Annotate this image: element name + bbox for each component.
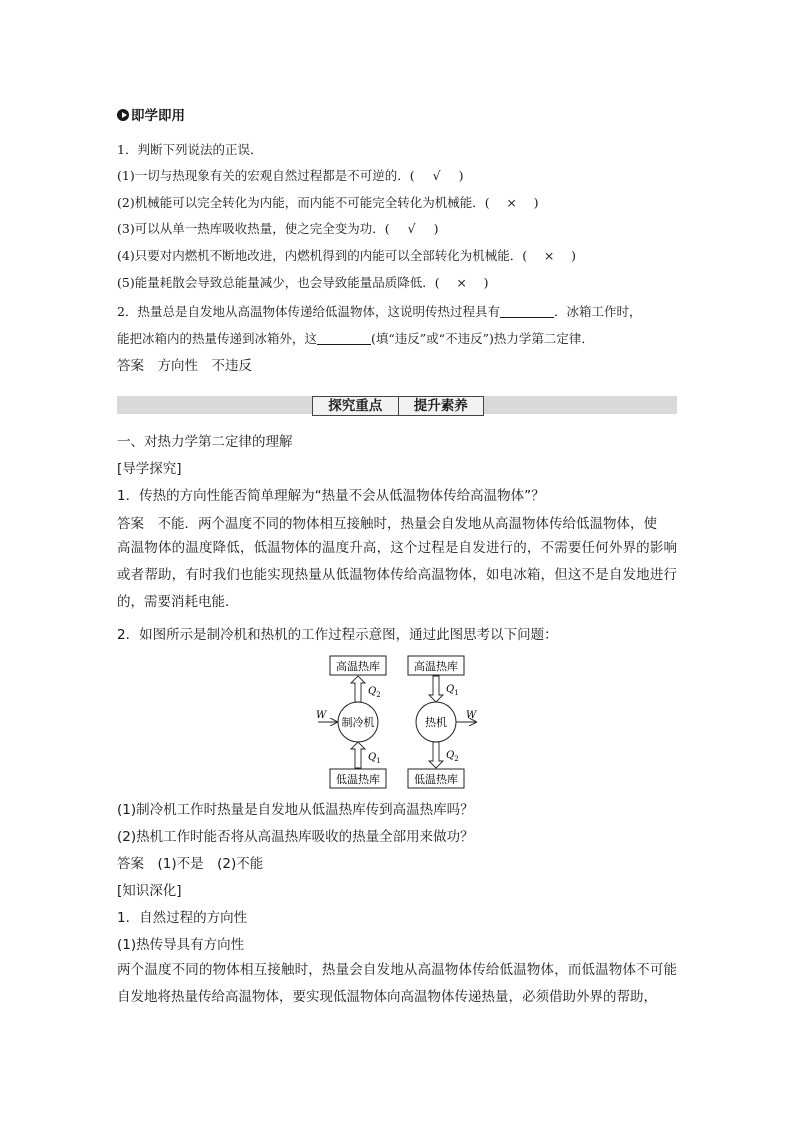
quick-practice-heading: 即学即用 [117, 106, 185, 126]
question-1: 1．判断下列说法的正误． [117, 142, 263, 157]
question-2-line-1: 2．热量总是自发地从高温物体传递给低温物体，这说明传热过程具有 ．冰箱工作时， [117, 304, 642, 319]
fridge-high-reservoir-label: 高温热库 [336, 660, 380, 673]
answer-quick: 答案 方向性 不违反 [117, 358, 252, 374]
statement-2: (2)机械能可以完全转化为内能，而内能不可能完全转化为机械能．( × ) [117, 195, 539, 210]
fill-blank-2 [317, 330, 371, 345]
statement-5: (5)能量耗散会导致总能量减少，也会导致能量品质降低．( × ) [117, 275, 489, 290]
statement-3: (3)可以从单一热库吸收热量，使之完全变为功．( √ ) [117, 221, 439, 236]
fridge-q2-arrow [351, 676, 365, 702]
banner-left-label: 探究重点 [313, 397, 399, 415]
play-circle-icon [117, 109, 129, 121]
deepen-item-1: 1．自然过程的方向性 [117, 910, 248, 926]
answer-guide-2: 答案 (1)不是 (2)不能 [117, 856, 264, 872]
engine-label: 热机 [425, 716, 447, 729]
engine-q2-arrow [429, 742, 443, 768]
engine-diagram [408, 656, 477, 788]
fridge-q2-label: $Q_2$ [368, 686, 381, 699]
banner-right-label: 提升素养 [413, 398, 468, 414]
question-2-line-2: 能把冰箱内的热量传递到冰箱外，这 (填“违反”或“不违反”)热力学第二定律． [117, 331, 594, 346]
engine-q1-arrow [429, 676, 443, 702]
engine-q2-label: $Q_2$ [446, 750, 459, 763]
statement-1: (1)一切与热现象有关的宏观自然过程都是不可逆的．( √ ) [117, 168, 464, 183]
guide-question-2: 2．如图所示是制冷机和热机的工作过程示意图，通过此图思考以下问题： [117, 627, 558, 643]
fridge-low-reservoir-label: 低温热库 [336, 773, 380, 786]
section-banner [312, 396, 484, 416]
fill-blank-1 [500, 303, 554, 318]
statement-4: (4)只要对内燃机不断地改进，内燃机得到的内能可以全部转化为机械能．( × ) [117, 248, 576, 263]
fridge-heat-engine-diagram [310, 652, 490, 792]
guide-question-1: 1．传热的方向性能否简单理解为“热量不会从低温物体传给高温物体”？ [117, 488, 545, 504]
deepen-item-1-1: (1)热传导具有方向性 [117, 937, 245, 953]
fridge-work-label: W [316, 710, 327, 721]
deepen-label: [知识深化] [117, 883, 182, 899]
sub-question-1: (1)制冷机工作时热量是自发地从低温热库传到高温热库吗？ [117, 802, 474, 818]
fridge-diagram [316, 656, 386, 788]
fridge-label: 制冷机 [341, 716, 375, 729]
engine-low-reservoir-label: 低温热库 [414, 773, 458, 786]
engine-high-reservoir-label: 高温热库 [414, 660, 458, 673]
fridge-q1-label: $Q_1$ [368, 752, 381, 765]
guide-answer-1-first: 答案 不能．两个温度不同的物体相互接触时，热量会自发地从高温物体传给低温物体，使 [117, 516, 657, 532]
engine-q1-label: $Q_1$ [446, 684, 459, 697]
sub-question-2: (2)热机工作时能否将从高温热库吸收的热量全部用来做功？ [117, 829, 474, 845]
deepen-text: 两个温度不同的物体相互接触时，热量会自发地从高温物体传给低温物体，而低温物体不可能自发地将热量传给高温物体，要实现低温物体向高温物体传递热量，必须借助外界的帮助， [117, 962, 677, 1005]
section-heading: 一、对热力学第二定律的理解 [117, 434, 293, 450]
guide-label: [导学探究] [117, 461, 182, 477]
fridge-q1-arrow [351, 742, 365, 768]
engine-work-label: W [466, 710, 477, 721]
guide-answer-1-rest: 高温物体的温度降低，低温物体的温度升高，这个过程是自发进行的，不需要任何外界的影响或者帮助，有时我们也能实现热量从低温物体传给高温物体，如电冰箱，但这不是自发地进行的，需要消耗电能． [117, 540, 677, 610]
